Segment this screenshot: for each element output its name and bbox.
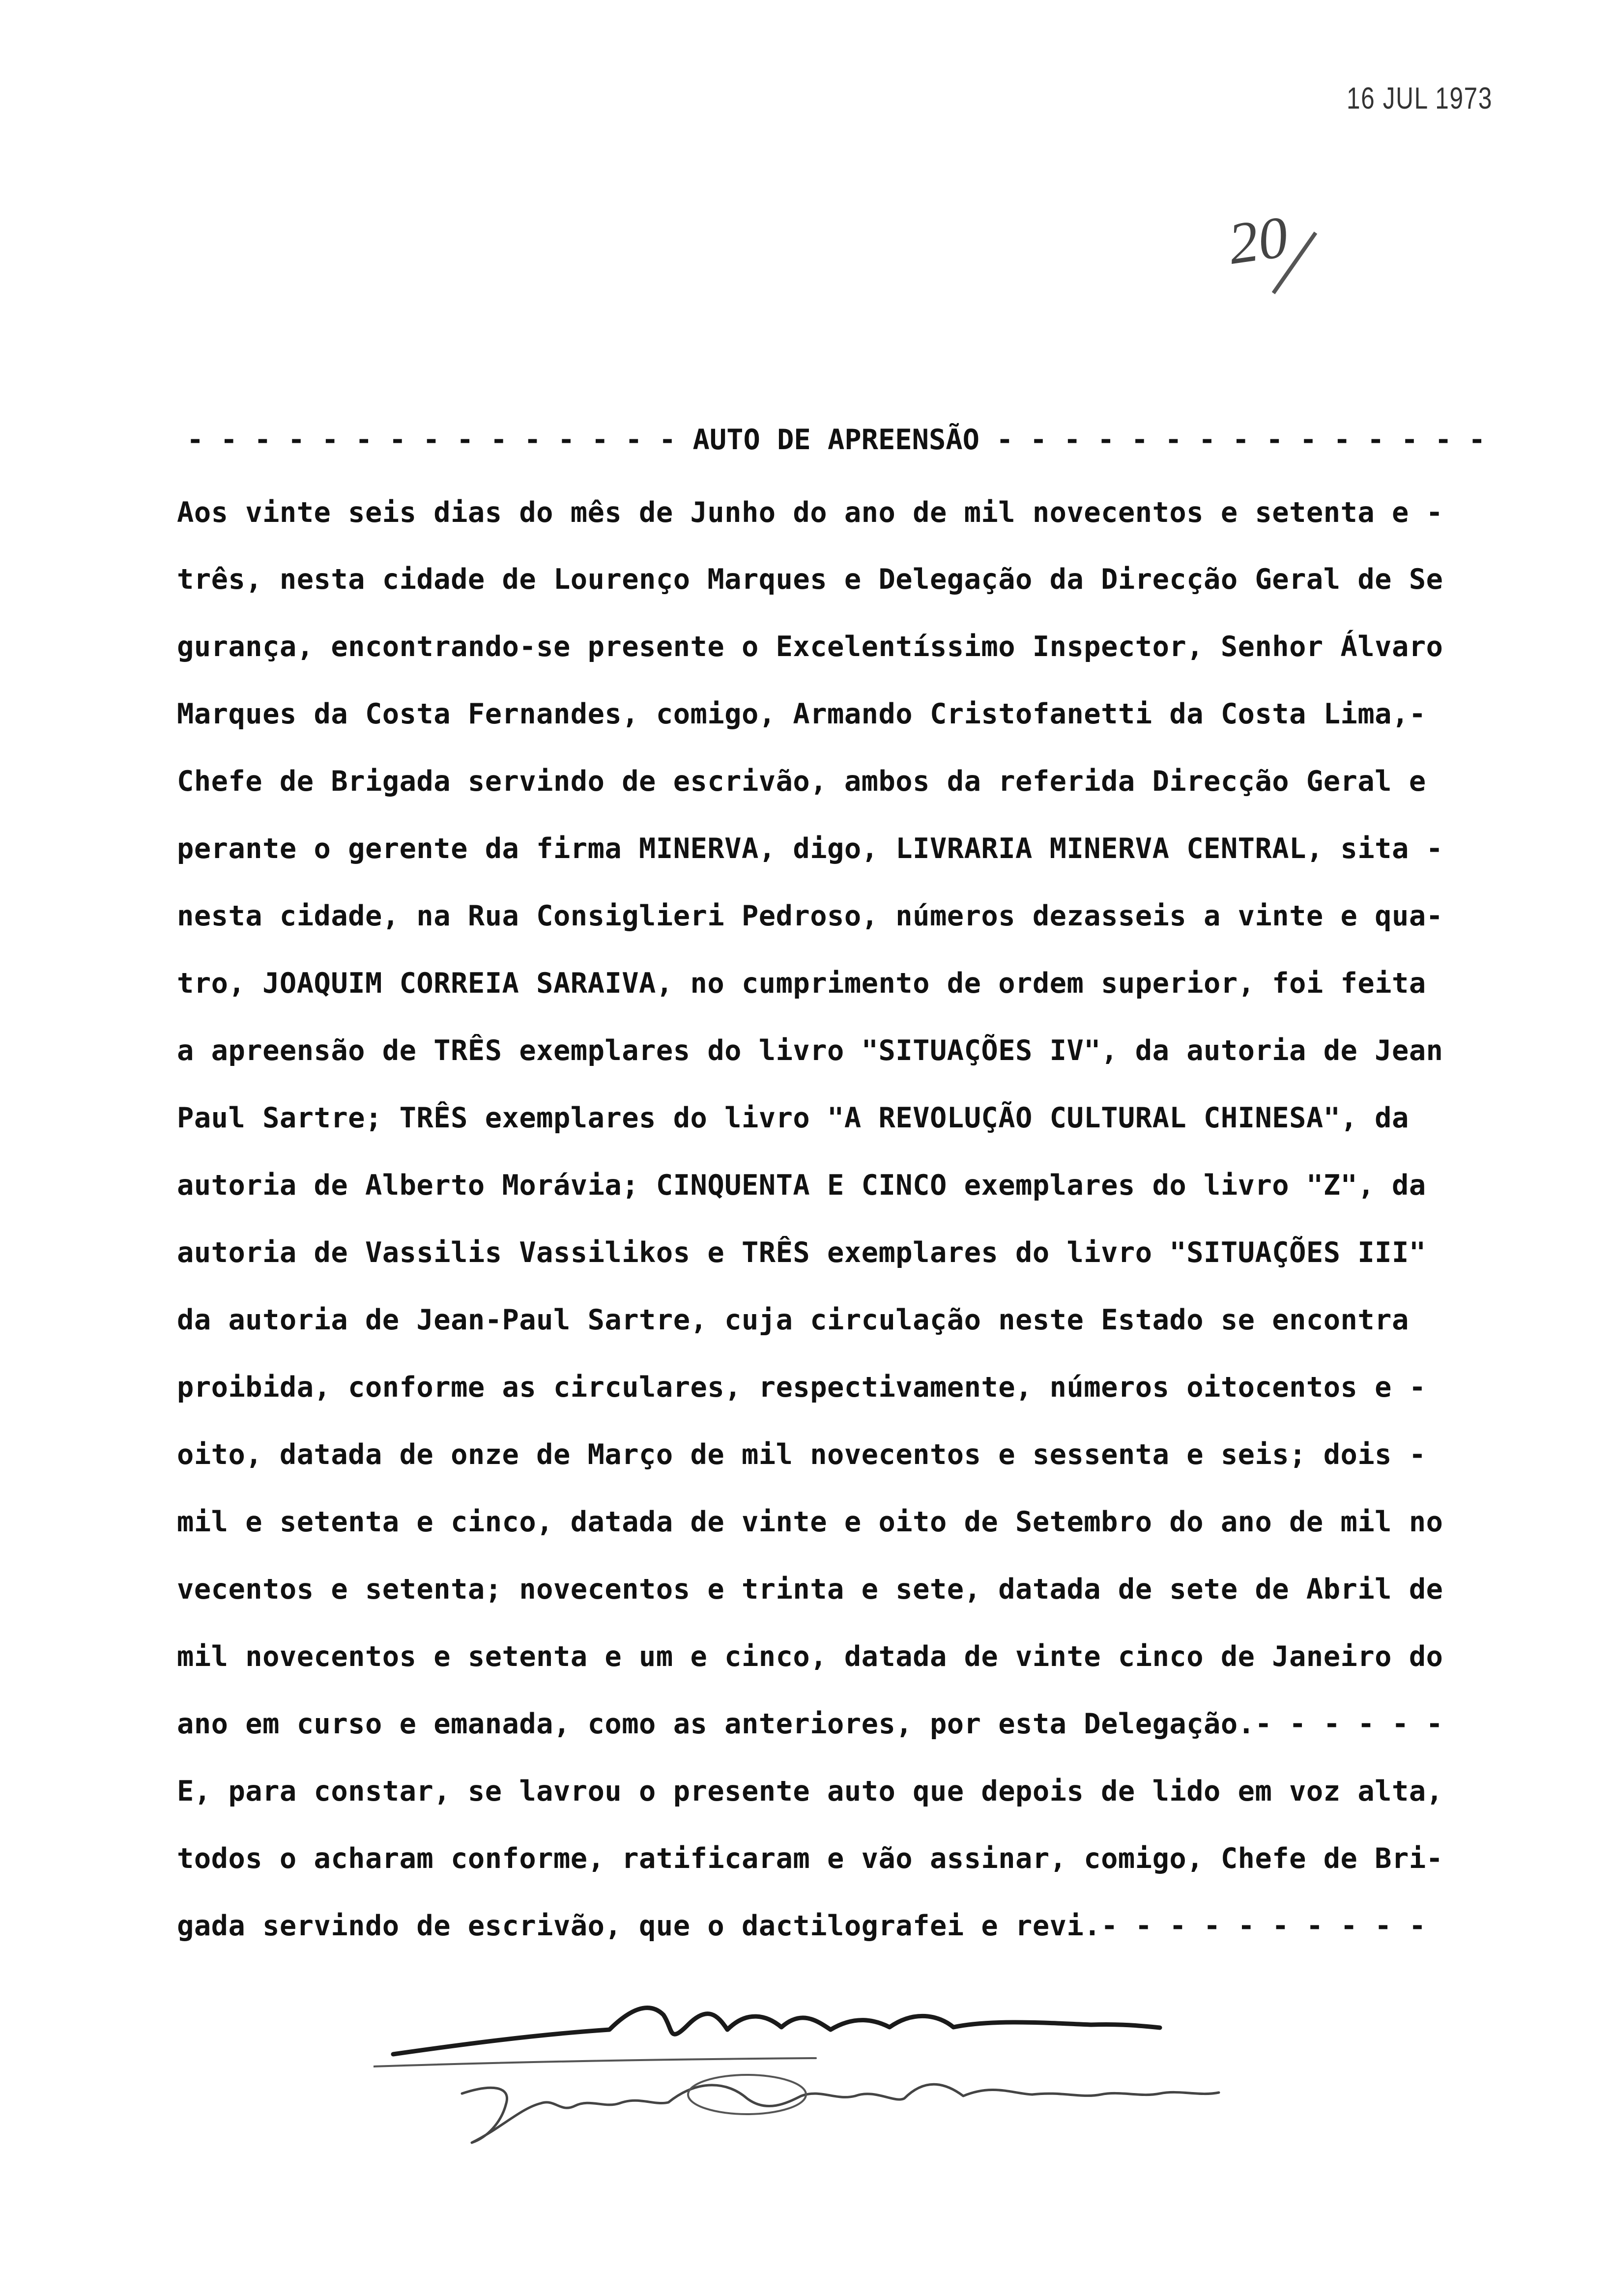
body-line: Paul Sartre; TRÊS exemplares do livro "A REVOLUÇÃO CULTURAL CHINESA", da — [177, 1102, 1409, 1134]
body-line: autoria de Alberto Morávia; CINQUENTA E CINCO exemplares do livro "Z", da — [177, 1169, 1426, 1202]
body-line: gurança, encontrando-se presente o Excelentíssimo Inspector, Senhor Álvaro — [177, 631, 1443, 663]
signature-2-flourish — [688, 2075, 806, 2114]
handwritten-signatures — [374, 1980, 1337, 2157]
body-line: proibida, conforme as circulares, respectivamente, números oitocentos e - — [177, 1371, 1426, 1404]
body-line: três, nesta cidade de Lourenço Marques e Delegação da Direcção Geral de Se — [177, 563, 1443, 596]
body-line: a apreensão de TRÊS exemplares do livro "SITUAÇÕES IV", da autoria de Jean — [177, 1034, 1443, 1067]
body-line: gada servindo de escrivão, que o dactilografei e revi.- - - - - - - - - - — [177, 1910, 1426, 1942]
body-line: tro, JOAQUIM CORREIA SARAIVA, no cumprimento de ordem superior, foi feita — [177, 967, 1426, 1000]
signature-1 — [393, 2008, 1160, 2054]
body-line: autoria de Vassilis Vassilikos e TRÊS exemplares do livro "SITUAÇÕES III" — [177, 1236, 1426, 1269]
signature-1-underline — [374, 2058, 816, 2066]
body-line: perante o gerente da firma MINERVA, digo, LIVRARIA MINERVA CENTRAL, sita - — [177, 832, 1443, 865]
body-line: Marques da Costa Fernandes, comigo, Armando Cristofanetti da Costa Lima,- — [177, 698, 1426, 730]
received-date-stamp: 16 JUL 1973 — [1347, 82, 1493, 115]
body-line: mil e setenta e cinco, datada de vinte e oito de Setembro do ano de mil no — [177, 1506, 1443, 1538]
body-line: oito, datada de onze de Março de mil novecentos e sessenta e seis; dois - — [177, 1438, 1426, 1471]
body-line: todos o acharam conforme, ratificaram e vão assinar, comigo, Chefe de Bri- — [177, 1842, 1443, 1875]
body-line: E, para constar, se lavrou o presente auto que depois de lido em voz alta, — [177, 1775, 1443, 1808]
body-line: nesta cidade, na Rua Consiglieri Pedroso, números dezasseis a vinte e qua- — [177, 900, 1443, 932]
body-line: Chefe de Brigada servindo de escrivão, ambos da referida Direcção Geral e — [177, 765, 1426, 798]
signatures — [374, 1980, 1337, 2157]
body-line: Aos vinte seis dias do mês de Junho do ano de mil novecentos e setenta e - — [177, 496, 1443, 529]
body-line: vecentos e setenta; novecentos e trinta e sete, datada de sete de Abril de — [177, 1573, 1443, 1606]
signature-2 — [462, 2084, 1219, 2143]
body-line: mil novecentos e setenta e um e cinco, datada de vinte cinco de Janeiro do — [177, 1640, 1443, 1673]
body-line: ano em curso e emanada, como as anteriores, por esta Delegação.- - - - - - — [177, 1708, 1443, 1740]
body-line: da autoria de Jean-Paul Sartre, cuja circulação neste Estado se encontra — [177, 1304, 1409, 1336]
document-title: - - - - - - - - - - - - - - - AUTO DE APREENSÃO - - - - - - - - - - - - - - - — [187, 424, 1486, 456]
folio-number: 20 — [1224, 203, 1292, 277]
